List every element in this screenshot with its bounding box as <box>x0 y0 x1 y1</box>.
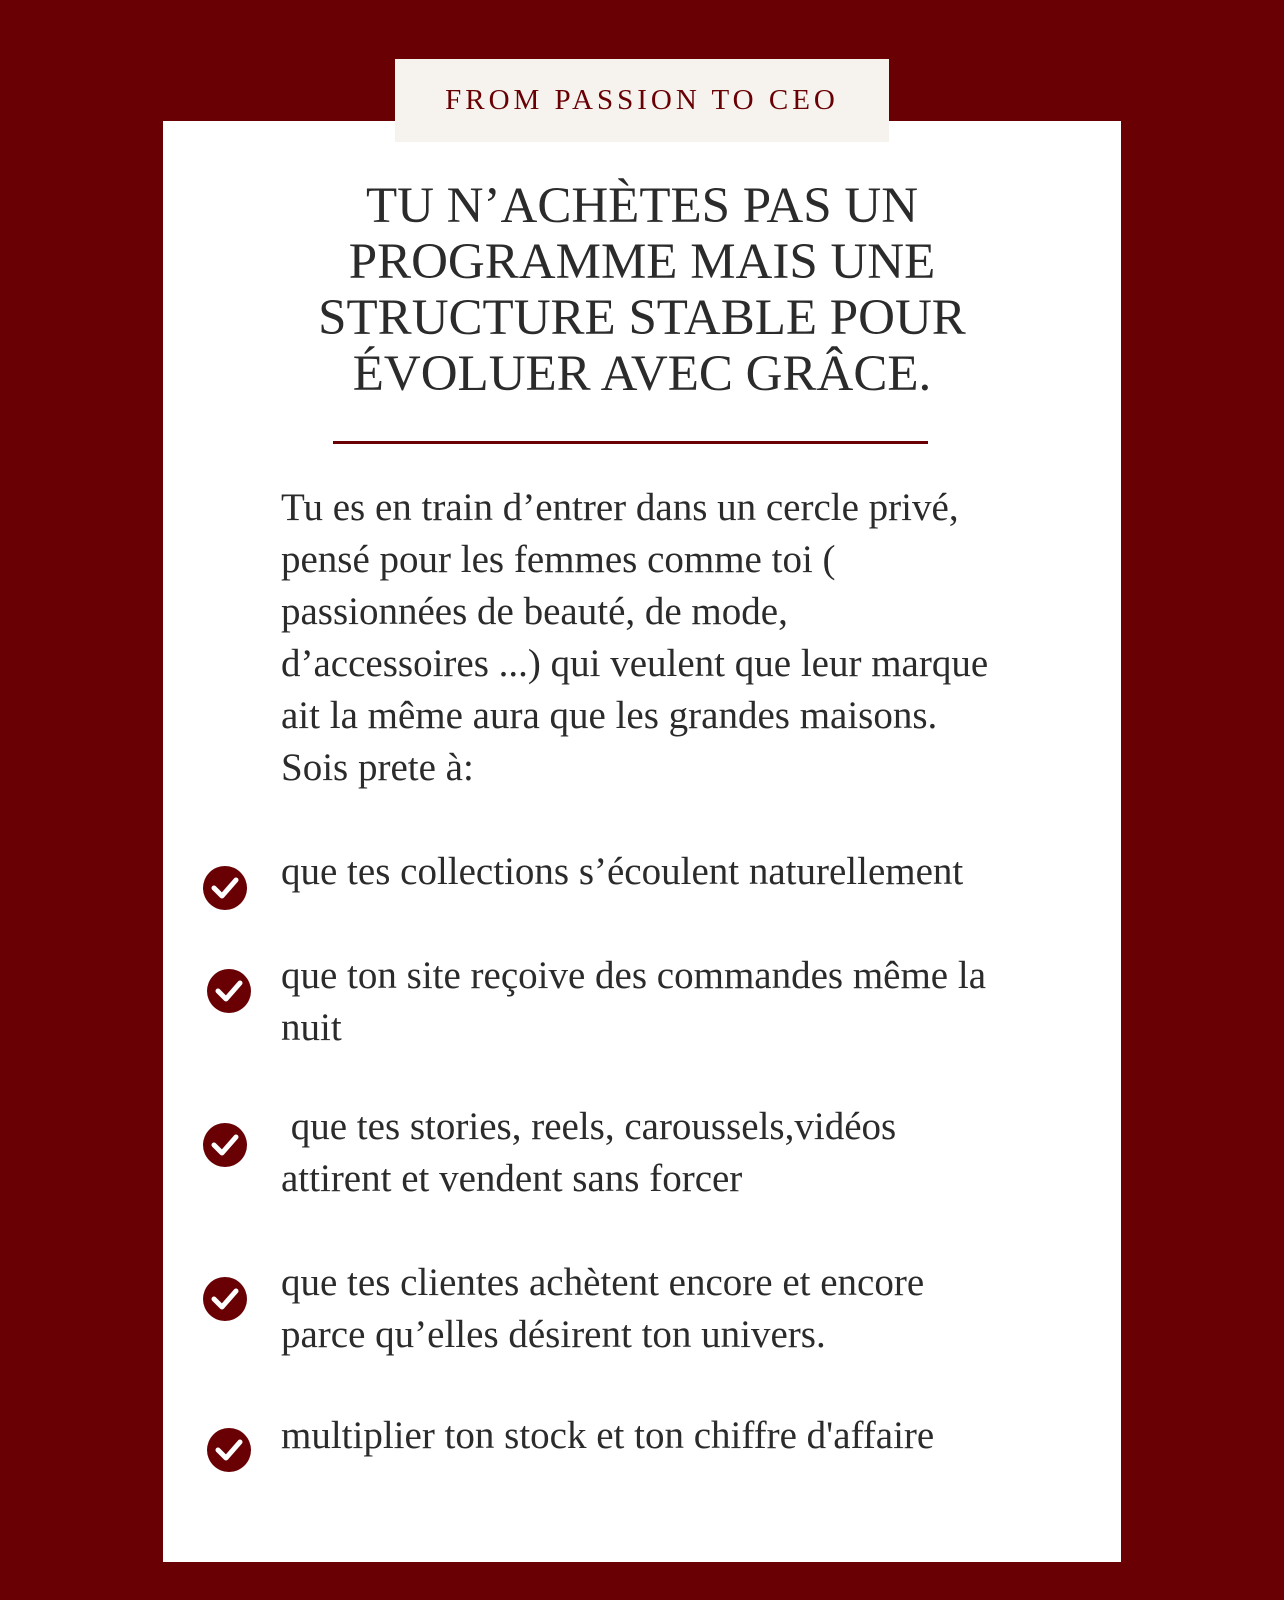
benefit-item <box>281 950 1081 1054</box>
intro-line: d’accessoires ...) qui veulent que leur marque <box>281 642 989 685</box>
title-line: ÉVOLUER AVEC GRÂCE. <box>352 346 932 402</box>
benefit-item <box>281 1101 1081 1205</box>
intro-paragraph <box>281 482 1081 794</box>
check-circle-icon <box>206 1427 252 1473</box>
benefit-line: parce qu’elles désirent ton univers. <box>281 1313 826 1356</box>
benefit-item <box>281 1257 1081 1361</box>
header-tag-label: FROM PASSION TO CEO <box>445 84 839 116</box>
check-circle-icon <box>202 1276 248 1322</box>
title-line: STRUCTURE STABLE POUR <box>318 290 966 346</box>
benefit-line: que tes clientes achètent encore et encore <box>281 1261 925 1304</box>
benefit-line: que tes stories, reels, caroussels,vidéos <box>281 1105 897 1148</box>
benefit-line: que ton site reçoive des commandes même la <box>281 954 987 997</box>
benefit-line: multiplier ton stock et ton chiffre d'affaire <box>281 1414 935 1457</box>
page-title <box>260 178 1024 402</box>
title-line: PROGRAMME MAIS UNE <box>348 234 936 290</box>
benefit-line: attirent et vendent sans forcer <box>281 1157 743 1200</box>
title-line: TU N’ACHÈTES PAS UN <box>365 178 919 234</box>
intro-line: Tu es en train d’entrer dans un cercle privé, <box>281 486 959 529</box>
intro-line: ait la même aura que les grandes maisons. <box>281 694 938 737</box>
benefit-line: que tes collections s’écoulent naturellement <box>281 850 964 893</box>
check-circle-icon <box>202 865 248 911</box>
intro-line: passionnées de beauté, de mode, <box>281 590 788 633</box>
intro-line: pensé pour les femmes comme toi ( <box>281 538 836 581</box>
benefit-item <box>281 1410 1081 1462</box>
intro-line: Sois prete à: <box>281 746 474 789</box>
benefit-item <box>281 846 1081 898</box>
header-tag <box>395 59 889 142</box>
title-divider <box>333 441 928 444</box>
check-circle-icon <box>206 968 252 1014</box>
check-circle-icon <box>202 1122 248 1168</box>
benefit-line: nuit <box>281 1006 342 1049</box>
